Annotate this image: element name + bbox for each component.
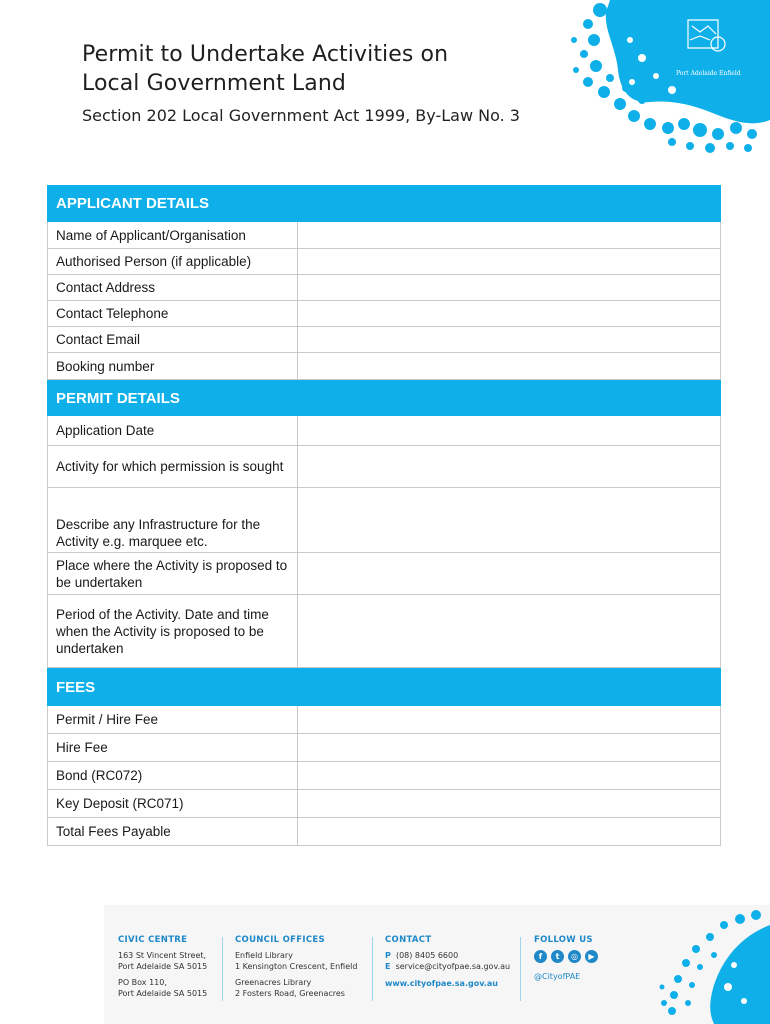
- social-handle[interactable]: @CityofPAE: [534, 972, 581, 981]
- total-fees-field[interactable]: [298, 818, 720, 845]
- authorised-person-field[interactable]: [298, 249, 720, 274]
- social-icons: [534, 950, 598, 963]
- key-deposit-field[interactable]: [298, 790, 720, 817]
- field-label: Authorised Person (if applicable): [48, 249, 298, 274]
- phone-number[interactable]: (08) 8405 6600: [395, 951, 459, 960]
- footer-text: Port Adelaide SA 5015: [118, 962, 208, 971]
- council-logo-text: Port Adelaide Enfield: [676, 70, 741, 77]
- form-row: [47, 249, 721, 275]
- title-line-2: Local Government Land: [82, 71, 346, 96]
- bond-field[interactable]: [298, 762, 720, 789]
- footer-divider: [222, 937, 223, 1001]
- facebook-icon[interactable]: f: [534, 950, 547, 963]
- activity-period-field[interactable]: [298, 595, 720, 667]
- footer-text: Enfield Library: [235, 951, 293, 960]
- email-prefix: E: [385, 962, 391, 971]
- form-row: [47, 706, 721, 734]
- field-label: Total Fees Payable: [48, 818, 298, 845]
- contact-address-field[interactable]: [298, 275, 720, 300]
- application-date-field[interactable]: [298, 416, 720, 445]
- form-row: [47, 446, 721, 488]
- footer-heading: FOLLOW US: [534, 935, 593, 945]
- field-label: Booking number: [48, 353, 298, 379]
- section-heading-permit: PERMIT DETAILS: [47, 380, 721, 416]
- email-link[interactable]: service@cityofpae.sa.gov.au: [395, 962, 511, 971]
- form-row: [47, 222, 721, 249]
- footer-contact: [385, 935, 510, 989]
- section-heading-applicant: APPLICANT DETAILS: [47, 185, 721, 222]
- field-label: Application Date: [48, 416, 298, 445]
- permit-hire-fee-field[interactable]: [298, 706, 720, 733]
- council-logo-graphic: [560, 0, 770, 160]
- contact-telephone-field[interactable]: [298, 301, 720, 326]
- field-label: Activity for which permission is sought: [48, 446, 298, 487]
- footer-heading: CONTACT: [385, 935, 432, 945]
- form-row: [47, 595, 721, 668]
- footer-text: 1 Kensington Crescent, Enfield: [235, 962, 358, 971]
- footer-text: Greenacres Library: [235, 978, 312, 987]
- youtube-icon[interactable]: ▶: [585, 950, 598, 963]
- form-row: [47, 416, 721, 446]
- field-label: Hire Fee: [48, 734, 298, 761]
- section-heading-fees: FEES: [47, 668, 721, 706]
- form-row: [47, 762, 721, 790]
- form-row: [47, 327, 721, 353]
- instagram-icon[interactable]: ◎: [568, 950, 581, 963]
- contact-email-field[interactable]: [298, 327, 720, 352]
- field-label: Key Deposit (RC071): [48, 790, 298, 817]
- infrastructure-field[interactable]: [298, 488, 720, 552]
- activity-field[interactable]: [298, 446, 720, 487]
- footer-follow-us: [534, 935, 598, 982]
- title-line-1: Permit to Undertake Activities on: [82, 42, 449, 67]
- field-label: Contact Telephone: [48, 301, 298, 326]
- footer-text: Port Adelaide SA 5015: [118, 989, 208, 998]
- footer-civic-centre: [118, 935, 207, 999]
- field-label: Contact Email: [48, 327, 298, 352]
- form-row: [47, 301, 721, 327]
- activity-place-field[interactable]: [298, 553, 720, 594]
- page-footer: [104, 905, 770, 1024]
- footer-heading: CIVIC CENTRE: [118, 935, 188, 945]
- footer-heading: COUNCIL OFFICES: [235, 935, 325, 945]
- page-title: [82, 40, 448, 98]
- applicant-name-field[interactable]: [298, 222, 720, 248]
- field-label: Name of Applicant/Organisation: [48, 222, 298, 248]
- footer-decorative-dots: [624, 905, 770, 1024]
- permit-form: [47, 185, 721, 846]
- footer-text: 163 St Vincent Street,: [118, 951, 207, 960]
- field-label: Contact Address: [48, 275, 298, 300]
- hire-fee-field[interactable]: [298, 734, 720, 761]
- field-label: Bond (RC072): [48, 762, 298, 789]
- form-row: [47, 790, 721, 818]
- footer-council-offices: [235, 935, 357, 999]
- footer-text: 2 Fosters Road, Greenacres: [235, 989, 345, 998]
- field-label: Period of the Activity. Date and time when the Activity is proposed to be undertaken: [48, 595, 298, 667]
- website-link[interactable]: www.cityofpae.sa.gov.au: [385, 979, 498, 988]
- form-row: [47, 353, 721, 380]
- footer-text: PO Box 110,: [118, 978, 167, 987]
- form-row: [47, 553, 721, 595]
- footer-divider: [372, 937, 373, 1001]
- field-label: Describe any Infrastructure for the Activity e.g. marquee etc.: [48, 488, 298, 552]
- form-row: [47, 275, 721, 301]
- form-row: [47, 818, 721, 846]
- field-label: Permit / Hire Fee: [48, 706, 298, 733]
- field-label: Place where the Activity is proposed to be undertaken: [48, 553, 298, 594]
- booking-number-field[interactable]: [298, 353, 720, 379]
- page-subtitle: Section 202 Local Government Act 1999, By-Law No. 3: [82, 106, 520, 125]
- footer-divider: [520, 937, 521, 1001]
- form-row: [47, 734, 721, 762]
- phone-prefix: P: [385, 951, 391, 960]
- twitter-icon[interactable]: t: [551, 950, 564, 963]
- form-row: [47, 488, 721, 553]
